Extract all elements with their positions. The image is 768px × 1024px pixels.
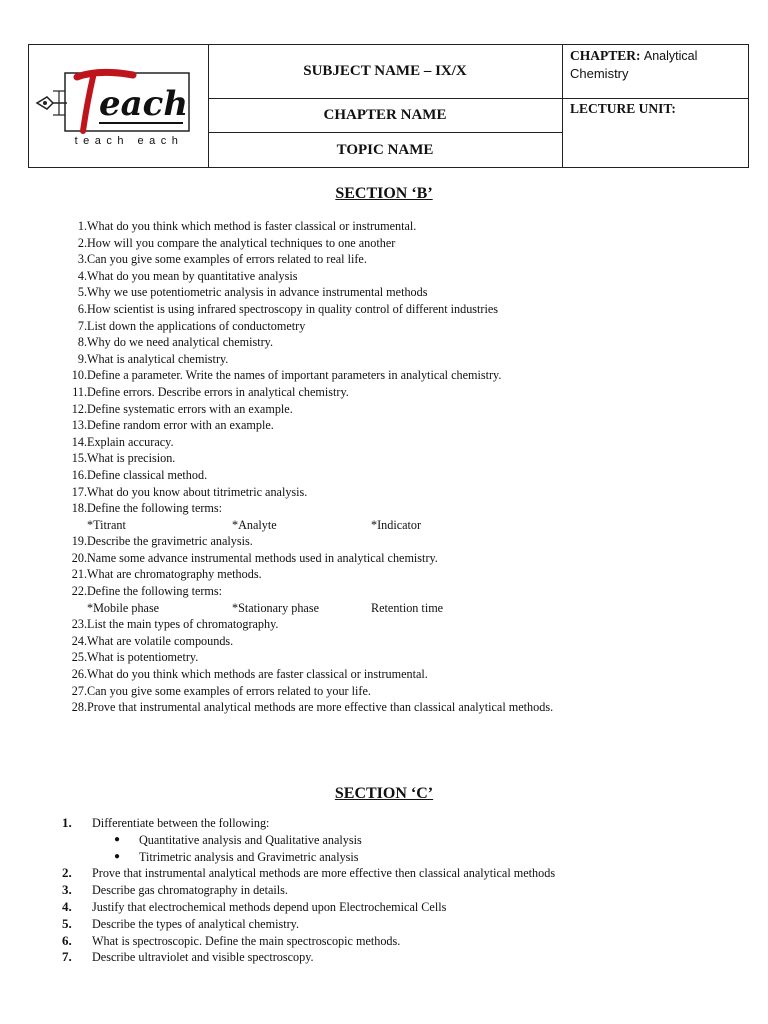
question-text: What is precision. <box>87 451 176 466</box>
question-number: 12. <box>71 401 87 416</box>
question-text: Describe the types of analytical chemistry. <box>92 916 299 931</box>
question-text: What do you think which method is faster classical or instrumental. <box>87 219 417 233</box>
question-row <box>60 633 553 650</box>
question-row <box>62 815 555 832</box>
question-row <box>60 649 553 666</box>
question-row <box>60 235 553 252</box>
question-text: Can you give some examples of errors related to real life. <box>87 252 367 267</box>
section-c-title: SECTION ‘C’ <box>334 785 434 802</box>
question-text: What are volatile compounds. <box>87 633 234 648</box>
question-number: 11. <box>72 384 87 399</box>
question-row <box>60 218 553 235</box>
bullet-item <box>62 849 555 866</box>
question-number: 5. <box>77 285 87 300</box>
question-text: Describe gas chromatography in details. <box>92 883 288 898</box>
question-number: 8. <box>77 335 87 350</box>
question-number: 24. <box>71 633 87 648</box>
chapter-label: CHAPTER: <box>570 48 641 63</box>
question-row <box>60 384 553 401</box>
question-number: 6. <box>62 932 72 948</box>
question-row <box>60 334 553 351</box>
question-text: List the main types of chromatography. <box>87 617 279 632</box>
bullet-item <box>62 832 555 849</box>
question-text: How scientist is using infrared spectroscopy in quality control of different industries <box>87 301 499 316</box>
question-number: 5. <box>62 915 72 931</box>
question-number: 9. <box>77 351 87 366</box>
question-number: 19. <box>71 534 87 549</box>
question-number: 1. <box>62 815 72 830</box>
question-text: Justify that electrochemical methods depend upon Electrochemical Cells <box>92 899 447 914</box>
question-text: Can you give some examples of errors related to your life. <box>87 683 371 698</box>
question-number: 27. <box>71 683 87 698</box>
question-number: 13. <box>71 418 87 433</box>
question-row <box>60 367 553 384</box>
question-text: Explain accuracy. <box>87 434 174 449</box>
chapter-value-1: Analytical <box>643 49 698 63</box>
question-number: 6. <box>77 301 87 316</box>
term: *Stationary phase <box>232 600 319 615</box>
question-number: 25. <box>71 650 87 665</box>
header-divider <box>208 98 749 99</box>
question-number: 21. <box>71 567 87 582</box>
question-row <box>60 401 553 418</box>
header-divider <box>562 45 563 167</box>
question-number: 14. <box>71 434 87 449</box>
question-row <box>62 882 555 899</box>
question-number: 16. <box>71 467 87 482</box>
question-row <box>60 616 553 633</box>
question-text: Name some advance instrumental methods used in analytical chemistry. <box>87 550 438 565</box>
term: *Mobile phase <box>87 600 160 615</box>
section-c-questions <box>62 815 555 966</box>
question-number: 4. <box>62 898 72 914</box>
question-row <box>60 484 553 501</box>
header-table <box>28 44 749 168</box>
term: *Titrant <box>87 517 126 532</box>
question-number: 3. <box>62 882 72 898</box>
question-text: Describe the gravimetric analysis. <box>87 534 253 549</box>
question-number: 23. <box>71 617 87 632</box>
question-text: What are chromatography methods. <box>87 567 262 582</box>
bullet-text: Titrimetric analysis and Gravimetric analysis <box>139 849 359 864</box>
question-number: 3. <box>77 252 87 267</box>
question-text: What is potentiometry. <box>87 650 199 665</box>
question-text: Prove that instrumental analytical methods are more effective then classical analytical methods <box>92 866 556 881</box>
question-row <box>62 865 555 882</box>
question-text: Describe ultraviolet and visible spectroscopy. <box>92 950 314 965</box>
question-number: 1. <box>77 219 87 233</box>
question-text: List down the applications of conductometry <box>87 318 306 333</box>
question-row <box>60 500 553 517</box>
bullet-text: Quantitative analysis and Qualitative analysis <box>139 832 362 847</box>
question-text: Why we use potentiometric analysis in advance instrumental methods <box>87 285 428 300</box>
question-text: Define random error with an example. <box>87 418 274 433</box>
subject-name: SUBJECT NAME – IX/X <box>303 63 467 79</box>
question-row <box>60 550 553 567</box>
question-text: What is spectroscopic. Define the main spectroscopic methods. <box>92 933 401 948</box>
bullet-icon: ● <box>114 850 121 862</box>
question-text: What do you mean by quantitative analysis <box>87 268 298 283</box>
question-number: 26. <box>71 667 87 682</box>
question-number: 7. <box>77 318 87 333</box>
question-row <box>60 583 553 600</box>
question-row <box>60 268 553 285</box>
section-b-questions <box>60 218 553 716</box>
question-text: Differentiate between the following: <box>92 816 270 830</box>
question-row <box>60 666 553 683</box>
question-row <box>62 899 555 916</box>
question-number: 2. <box>62 865 72 881</box>
question-number: 20. <box>71 550 87 565</box>
question-number: 4. <box>77 268 87 283</box>
question-text: Define the following terms: <box>87 501 223 516</box>
section-b-title: SECTION ‘B’ <box>335 185 433 202</box>
question-text: Define a parameter. Write the names of important parameters in analytical chemistry. <box>87 368 502 383</box>
teach-logo <box>33 51 205 161</box>
question-row <box>60 351 553 368</box>
question-row <box>62 916 555 933</box>
question-row <box>60 434 553 451</box>
terms-row <box>60 517 553 534</box>
question-number: 10. <box>71 368 87 383</box>
question-text: Why do we need analytical chemistry. <box>87 335 274 350</box>
term: *Indicator <box>371 517 422 532</box>
question-text: How will you compare the analytical techniques to one another <box>87 235 396 250</box>
question-number: 2. <box>77 235 87 250</box>
question-text: Define systematic errors with an example. <box>87 401 293 416</box>
question-number: 15. <box>71 451 87 466</box>
question-text: Define classical method. <box>87 467 208 482</box>
question-number: 18. <box>71 501 87 516</box>
question-number: 7. <box>62 949 72 965</box>
chapter-value-2: Chemistry <box>570 66 629 81</box>
header-divider <box>208 132 562 133</box>
question-row <box>60 417 553 434</box>
question-row <box>60 566 553 583</box>
question-text: What do you think which methods are faster classical or instrumental. <box>87 667 428 682</box>
question-text: Define the following terms: <box>87 584 223 599</box>
term: Retention time <box>371 600 444 615</box>
bullet-icon: ● <box>114 833 121 845</box>
chapter-name: CHAPTER NAME <box>323 107 447 123</box>
logo-tagline: teach each <box>74 135 184 147</box>
question-row <box>60 284 553 301</box>
term: *Analyte <box>232 517 277 532</box>
question-row <box>60 301 553 318</box>
question-text: Define errors. Describe errors in analytical chemistry. <box>87 384 349 399</box>
terms-row <box>60 600 553 617</box>
question-row <box>60 533 553 550</box>
question-row <box>60 683 553 700</box>
chapter-cell <box>570 47 697 82</box>
question-text: Prove that instrumental analytical methods are more effective than classical analytical methods. <box>87 700 554 715</box>
question-row <box>60 251 553 268</box>
question-number: 17. <box>71 484 87 499</box>
svg-text:each: each <box>99 84 189 124</box>
question-text: What do you know about titrimetric analysis. <box>87 484 308 499</box>
question-row <box>60 318 553 335</box>
question-row <box>60 467 553 484</box>
question-row <box>60 699 553 716</box>
question-number: 28. <box>71 700 87 715</box>
question-row <box>62 933 555 950</box>
question-text: What is analytical chemistry. <box>87 351 229 366</box>
lecture-unit-label: LECTURE UNIT: <box>570 101 676 116</box>
question-number: 22. <box>71 584 87 599</box>
question-row <box>60 450 553 467</box>
question-row <box>62 949 555 966</box>
topic-name: TOPIC NAME <box>336 142 434 158</box>
